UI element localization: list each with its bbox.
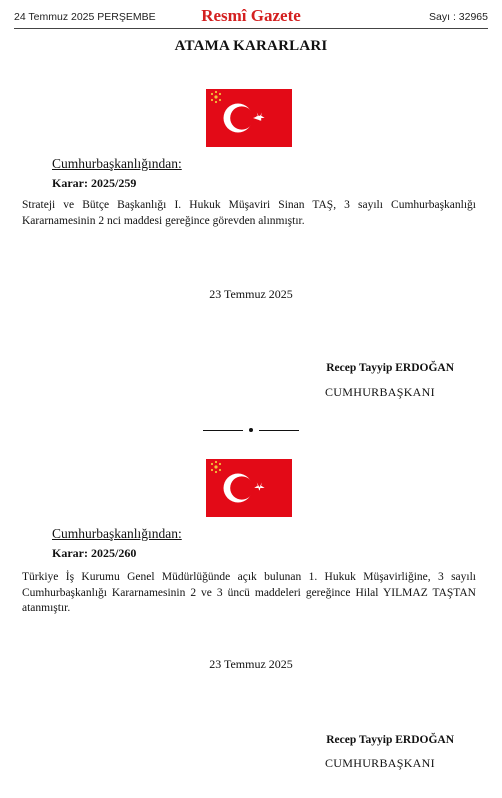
header-divider xyxy=(14,28,488,29)
separator-line xyxy=(259,430,299,431)
decision-body: Strateji ve Bütçe Başkanlığı I. Hukuk Müşaviri Sinan TAŞ, 3 sayılı Cumhurbaşkanlığı Kararnamesinin 2 nci maddesi gereğince görevden alınmıştır. xyxy=(22,199,476,227)
gazette-header xyxy=(14,5,488,27)
turkish-flag-icon xyxy=(206,89,292,147)
signer-name: Recep Tayyip ERDOĞAN xyxy=(326,734,454,746)
issuing-authority: Cumhurbaşkanlığından: xyxy=(52,526,182,541)
signer-title: CUMHURBAŞKANI xyxy=(325,756,435,770)
turkish-flag-icon xyxy=(206,459,292,517)
section-separator xyxy=(0,421,502,433)
separator-dot xyxy=(249,428,253,432)
decision-number: Karar: 2025/260 xyxy=(52,546,137,560)
decision-number: Karar: 2025/259 xyxy=(52,176,137,190)
signer-title: CUMHURBAŞKANI xyxy=(325,385,435,399)
separator-line xyxy=(203,430,243,431)
issue-date: 24 Temmuz 2025 PERŞEMBE xyxy=(14,11,156,23)
issuing-authority: Cumhurbaşkanlığından: xyxy=(52,156,182,171)
decision-body: Türkiye İş Kurumu Genel Müdürlüğünde açık bulunan 1. Hukuk Müşavirliğine, 3 sayılı Cumhurbaşkanlığı Kararnamesinin 2 ve 3 üncü maddeleri gereğince Hilal YILMAZ TAŞTAN atanmıştır. xyxy=(22,571,476,614)
gazette-title: Resmî Gazete xyxy=(201,6,301,25)
decision-date: 23 Temmuz 2025 xyxy=(209,287,293,301)
decision-date: 23 Temmuz 2025 xyxy=(209,657,293,671)
issue-number: Sayı : 32965 xyxy=(429,11,488,23)
section-title: ATAMA KARARLARI xyxy=(174,38,328,54)
signer-name: Recep Tayyip ERDOĞAN xyxy=(326,362,454,374)
